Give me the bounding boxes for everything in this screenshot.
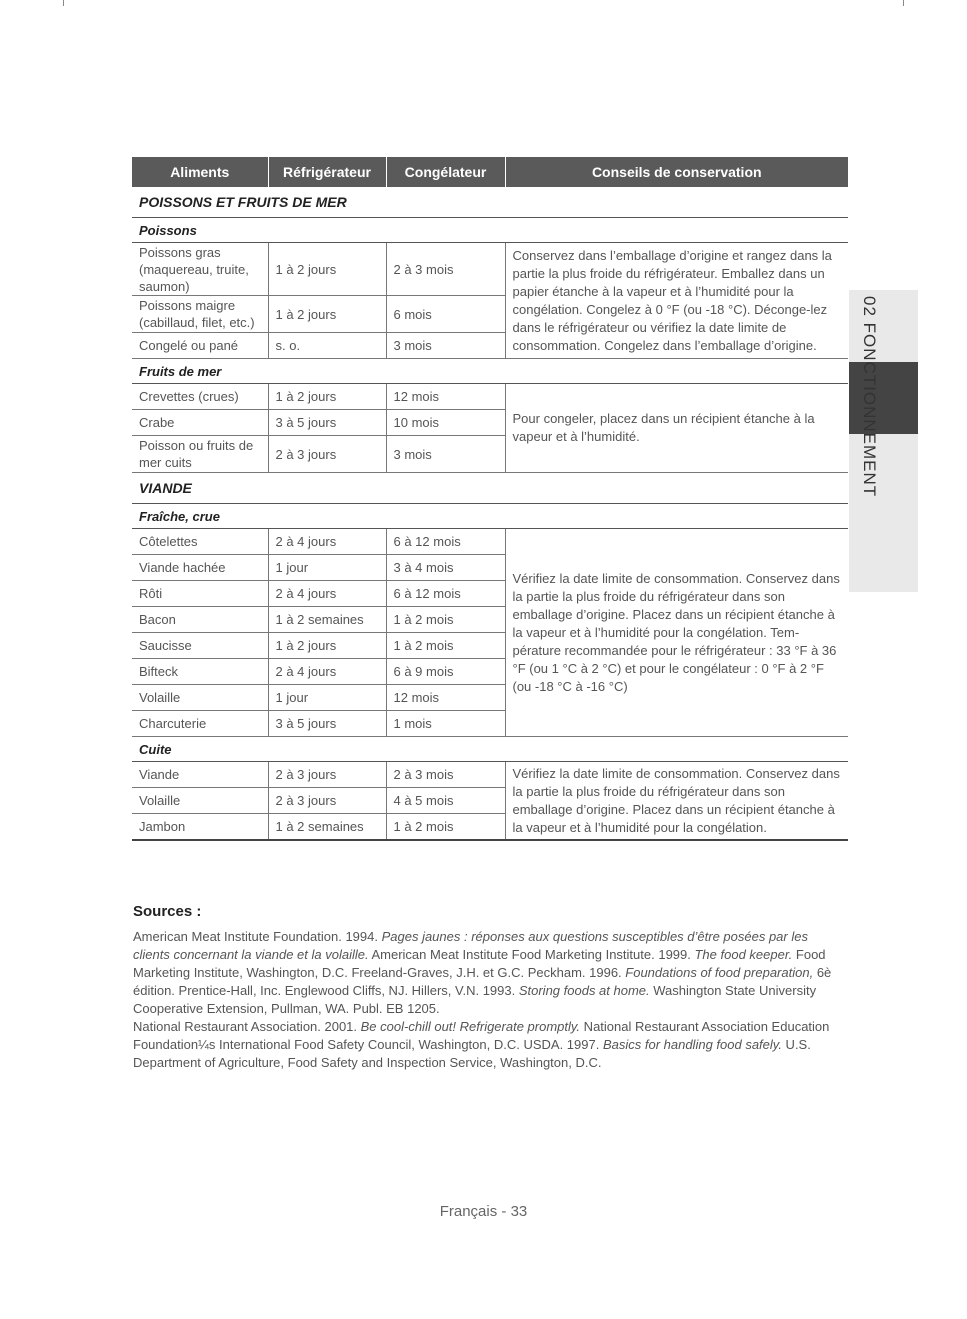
fridge-cell: 3 à 5 jours <box>268 410 386 436</box>
food-cell: Poissons maigre (cabillaud, filet, etc.) <box>132 296 268 333</box>
freezer-cell: 10 mois <box>386 410 505 436</box>
freezer-cell: 12 mois <box>386 384 505 410</box>
food-cell: Crevettes (crues) <box>132 384 268 410</box>
freezer-cell: 2 à 3 mois <box>386 243 505 296</box>
sources-paragraph <box>133 1018 847 1072</box>
sources-paragraph <box>133 928 847 1018</box>
source-title: Storing foods at home. <box>518 983 650 998</box>
fridge-cell: 1 à 2 jours <box>268 243 386 296</box>
source-text: U.S. Department of Agriculture, Food Safety and Inspection Service, Washington, D.C. <box>133 1037 811 1070</box>
storage-note: Conservez dans l’emballage d’origine et rangez dans la partie la plus froide du réfrigérateur. Emballez dans un papier étanche à la vapeur et à l’humidité pour la congélation. Congelez à 0 °F (ou -18 °C). Déconge-lez dans le réfrigérateur ou vérifiez la date limite de consommation. Congelez dans l’emballage d’origine. <box>505 243 848 359</box>
subsection-title: Fruits de mer <box>132 359 848 384</box>
freezer-cell: 3 à 4 mois <box>386 555 505 581</box>
freezer-cell: 1 à 2 mois <box>386 607 505 633</box>
source-text: National Restaurant Association. 2001. <box>133 1019 361 1034</box>
freezer-cell: 6 à 9 mois <box>386 659 505 685</box>
storage-note: Vérifiez la date limite de consommation. Conservez dans la partie la plus froide du réfrigérateur dans son emballage d’origine. Placez dans un récipient étanche à la vapeur et à l’humidité pour la congélation. <box>505 762 848 841</box>
food-cell: Rôti <box>132 581 268 607</box>
food-cell: Bacon <box>132 607 268 633</box>
food-cell: Saucisse <box>132 633 268 659</box>
fridge-cell: 2 à 4 jours <box>268 659 386 685</box>
storage-note: Pour congeler, placez dans un récipient étanche à la vapeur et à l’humidité. <box>505 384 848 473</box>
section-title: POISSONS ET FRUITS DE MER <box>132 187 848 218</box>
freezer-cell: 1 mois <box>386 711 505 737</box>
sources-title: Sources : <box>133 903 202 920</box>
food-cell: Viande hachée <box>132 555 268 581</box>
food-storage-table <box>132 157 848 841</box>
section-title: VIANDE <box>132 473 848 504</box>
food-cell: Congelé ou pané <box>132 333 268 359</box>
fridge-cell: 1 à 2 jours <box>268 296 386 333</box>
fridge-cell: 1 jour <box>268 555 386 581</box>
fridge-cell: 1 à 2 semaines <box>268 607 386 633</box>
header-conseils: Conseils de conservation <box>505 157 848 187</box>
chapter-tab <box>849 290 918 592</box>
crop-mark <box>903 0 904 6</box>
source-text: Washington State University Cooperative Extension, Pullman, WA. Publ. EB 1205. <box>133 983 817 1016</box>
food-cell: Côtelettes <box>132 529 268 555</box>
fridge-cell: 2 à 4 jours <box>268 581 386 607</box>
page-footer: Français - 33 <box>439 1203 528 1220</box>
source-title: Be cool-chill out! Refrigerate promptly. <box>360 1019 581 1034</box>
subsection-title: Cuite <box>132 737 848 762</box>
source-text: 6è édition. Prentice-Hall, Inc. Englewood Cliffs, NJ. Hillers, V.N. 1993. <box>133 965 832 998</box>
fridge-cell: 2 à 3 jours <box>268 762 386 788</box>
freezer-cell: 2 à 3 mois <box>386 762 505 788</box>
source-title: Foundations of food preparation, <box>625 965 814 980</box>
freezer-cell: 12 mois <box>386 685 505 711</box>
freezer-cell: 1 à 2 mois <box>386 814 505 841</box>
food-cell: Charcuterie <box>132 711 268 737</box>
source-title: The food keeper. <box>694 947 793 962</box>
food-cell: Jambon <box>132 814 268 841</box>
subsection-title: Fraîche, crue <box>132 504 848 529</box>
source-text: National Restaurant Association Education Foundation¼s International Food Safety Council, Washington, D.C. USDA. 1997. <box>133 1019 830 1052</box>
table-row <box>132 384 848 410</box>
food-cell: Viande <box>132 762 268 788</box>
subsection-title: Poissons <box>132 218 848 243</box>
fridge-cell: 2 à 4 jours <box>268 529 386 555</box>
food-cell: Bifteck <box>132 659 268 685</box>
fridge-cell: 2 à 3 jours <box>268 788 386 814</box>
crop-mark <box>63 0 64 6</box>
table-row <box>132 243 848 296</box>
header-refrigerateur: Réfrigérateur <box>268 157 386 187</box>
fridge-cell: 1 à 2 jours <box>268 384 386 410</box>
freezer-cell: 6 à 12 mois <box>386 529 505 555</box>
food-cell: Crabe <box>132 410 268 436</box>
freezer-cell: 1 à 2 mois <box>386 633 505 659</box>
source-title: Pages jaunes : réponses aux questions susceptibles d’être posées par les clients concernant la viande et la volaille. <box>133 929 808 962</box>
fridge-cell: s. o. <box>268 333 386 359</box>
source-text: American Meat Institute Foundation. 1994. <box>133 929 382 944</box>
storage-note: Vérifiez la date limite de consommation. Conservez dans la partie la plus froide du réfrigérateur dans son emballage d’origine. Placez dans un récipient étanche à la vapeur et à l’humidité pour la congélation. Tem-pérature recommandée pour le réfrigérateur : 33 °F à 36 °F (ou 1 °C à 2 °C) et pour le congélateur : 0 °F à 2 °F (ou -18 °C à -16 °C) <box>505 529 848 737</box>
fridge-cell: 2 à 3 jours <box>268 436 386 473</box>
food-cell: Volaille <box>132 685 268 711</box>
freezer-cell: 3 mois <box>386 436 505 473</box>
freezer-cell: 6 mois <box>386 296 505 333</box>
freezer-cell: 4 à 5 mois <box>386 788 505 814</box>
fridge-cell: 1 jour <box>268 685 386 711</box>
fridge-cell: 1 à 2 jours <box>268 633 386 659</box>
source-text: American Meat Institute Food Marketing Institute. 1999. <box>368 947 695 962</box>
food-cell: Poisson ou fruits de mer cuits <box>132 436 268 473</box>
header-congelateur: Congélateur <box>386 157 505 187</box>
food-cell: Poissons gras (maquereau, truite, saumon) <box>132 243 268 296</box>
sources-text <box>133 928 847 1072</box>
source-text: Food Marketing Institute, Washington, D.C. Freeland-Graves, J.H. et G.C. Peckham. 1996. <box>133 947 826 980</box>
header-aliments: Aliments <box>132 157 268 187</box>
freezer-cell: 3 mois <box>386 333 505 359</box>
freezer-cell: 6 à 12 mois <box>386 581 505 607</box>
fridge-cell: 3 à 5 jours <box>268 711 386 737</box>
chapter-tab-label: 02 FONCTIONNEMENT <box>860 296 879 498</box>
source-title: Basics for handling food safely. <box>602 1037 782 1052</box>
table-row <box>132 762 848 788</box>
fridge-cell: 1 à 2 semaines <box>268 814 386 841</box>
table-row <box>132 529 848 555</box>
food-cell: Volaille <box>132 788 268 814</box>
